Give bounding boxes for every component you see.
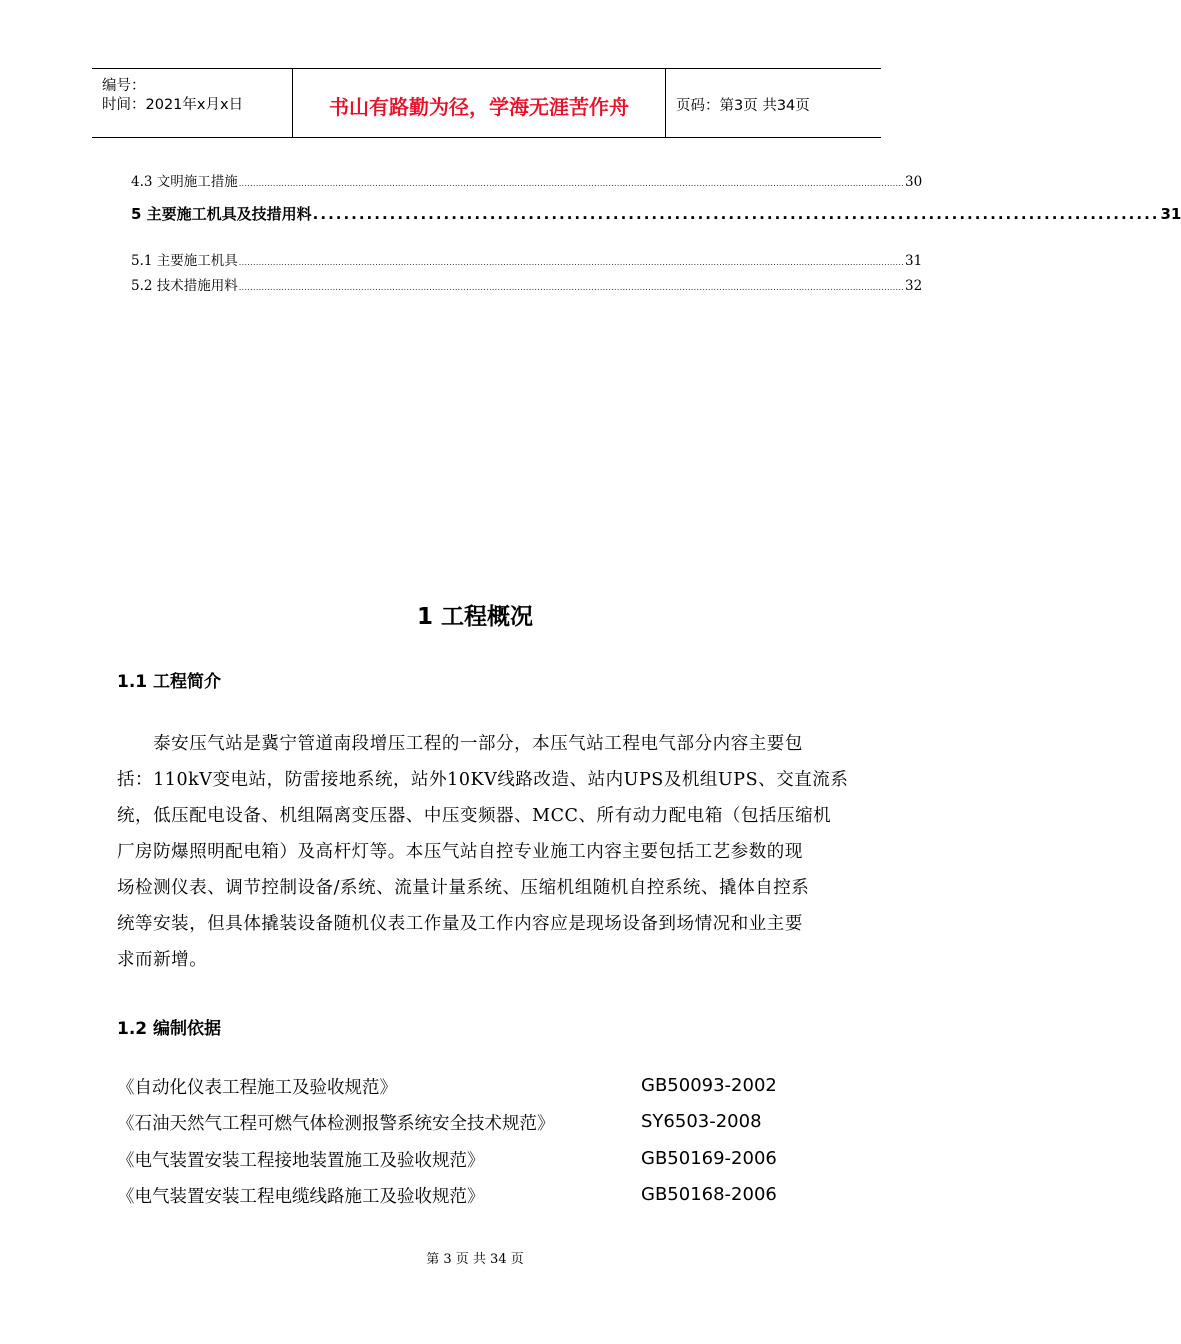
paragraph-line: 统等安装，但具体撬装设备随机仪表工作量及工作内容应是现场设备到场情况和业主要 [117,914,803,934]
toc-entry-page: 32 [905,278,923,294]
toc-entry-label: 5.1 主要施工机具 [131,253,238,269]
reference-title: 《石油天然气工程可燃气体检测报警系统安全技术规范》 [117,1114,555,1134]
page-footer: 第 3 页 共 34 页 [426,1252,524,1267]
toc-entry-page: 30 [905,174,923,190]
header-motto-cell [293,69,666,137]
reference-code: GB50169-2006 [641,1148,777,1169]
reference-code: GB50093-2002 [641,1075,777,1096]
paragraph-line: 厂房防爆照明配电箱）及高杆灯等。本压气站自控专业施工内容主要包括工艺参数的现 [117,842,803,862]
toc-entry-page: 31 [1160,205,1181,223]
reference-code: SY6503-2008 [641,1111,762,1132]
toc-leader-dots: .......................................................................................................................................................................................................................................... [238,258,905,267]
header-page-number: 页码：第3页 共34页 [676,98,810,114]
toc-entry-chapter[interactable] [131,203,1181,224]
toc-entry[interactable] [131,170,923,190]
reference-title: 《电气装置安装工程接地装置施工及验收规范》 [117,1151,485,1171]
paragraph-line: 括：110kV变电站，防雷接地系统，站外10KV线路改造、站内UPS及机组UPS、交直流系 [117,770,849,790]
paragraph-line: 场检测仪表、调节控制设备/系统、流量计量系统、压缩机组随机自控系统、撬体自控系 [117,878,810,898]
document-time-label: 时间：2021年x月x日 [102,97,244,113]
paragraph-line: 求而新增。 [117,950,208,970]
toc-entry-label: 5.2 技术措施用料 [131,278,238,294]
header-page-cell [666,69,880,137]
document-number-label: 编号： [102,78,146,94]
paragraph-line: 统，低压配电设备、机组隔离变压器、中压变频器、MCC、所有动力配电箱（包括压缩机 [117,806,832,826]
section-heading-1-1: 1.1 工程简介 [117,672,222,692]
toc-leader-dots: .......................................................................................................................................................................................................................................... [238,179,905,188]
toc-leader-dots: .............................................................................................................. [312,205,1160,223]
chapter-title: 1 工程概况 [416,604,533,630]
toc-entry-page: 31 [905,253,923,269]
paragraph-line: 泰安压气站是冀宁管道南段增压工程的一部分，本压气站工程电气部分内容主要包 [117,734,803,754]
reference-title: 《自动化仪表工程施工及验收规范》 [117,1078,397,1098]
page-header [92,68,881,138]
toc-entry-label: 5 主要施工机具及技措用料 [131,205,312,223]
toc-entry-label: 4.3 文明施工措施 [131,174,238,190]
header-motto: 书山有路勤为径，学海无涯苦作舟 [329,95,629,119]
reference-title: 《电气装置安装工程电缆线路施工及验收规范》 [117,1187,485,1207]
toc-entry[interactable] [131,249,923,269]
header-meta-cell [92,69,293,137]
reference-code: GB50168-2006 [641,1184,777,1205]
toc-entry[interactable] [131,274,923,294]
toc-leader-dots: .......................................................................................................................................................................................................................................... [238,283,905,292]
section-heading-1-2: 1.2 编制依据 [117,1019,222,1039]
